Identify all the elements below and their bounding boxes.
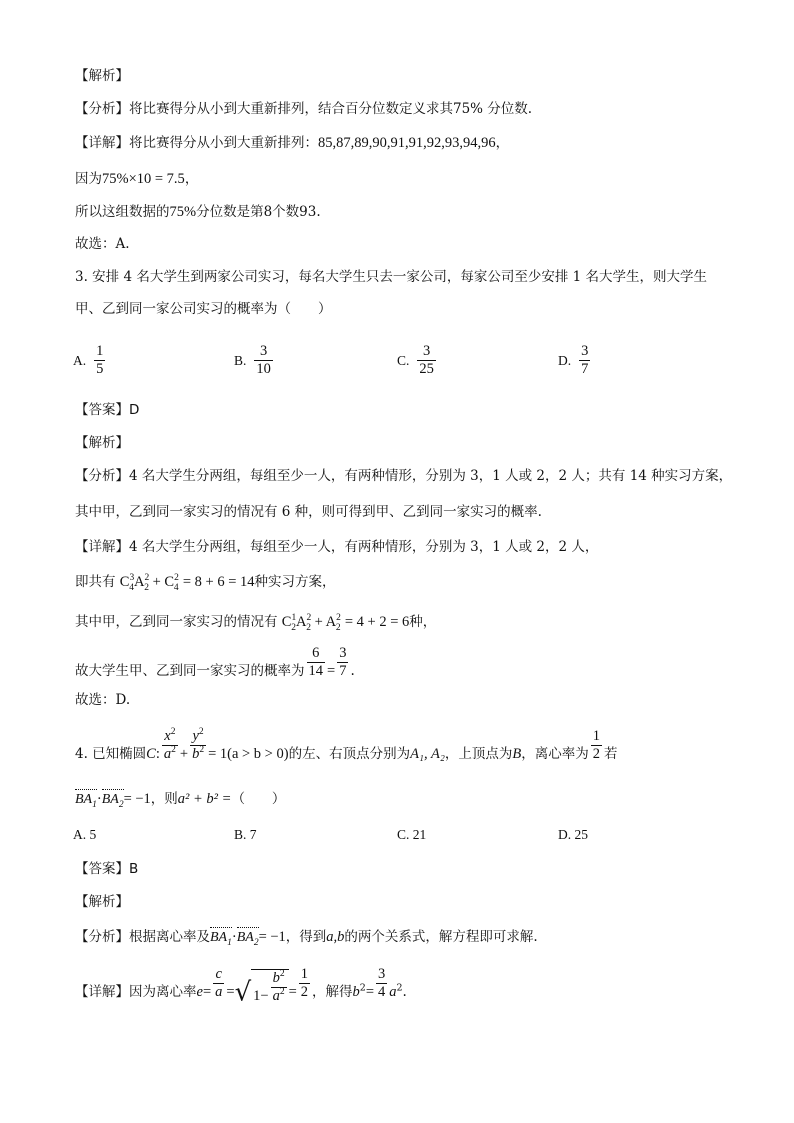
q3-stem-1: 3. 安排 4 名大学生到两家公司实习，每名大学生只去一家公司，每家公司至少安排 1 名大学生，则大学生 <box>75 269 708 285</box>
q3-analysis-1: 【分析】4 名大学生分两组，每组至少一人，有两种情形，分别为 3，1 人或 2，2 人；共有 14 种实习方案， <box>75 468 733 484</box>
q3-detail-2: 即共有 $C^3_4A^2_2 + C^2_4 = 8 + 6 = 14$种实习方案， <box>75 573 336 593</box>
q3-choice: 故选：D. <box>75 692 131 708</box>
q4-jiexi: 【解析】 <box>75 894 129 910</box>
sqrt-expr: √ 1− $\frac{b^2}{a^2}$ <box>235 969 289 1016</box>
q3-option-b: B. $\frac{3}{10}$ <box>234 343 271 377</box>
q3-option-d: D. $\frac{3}{7}$ <box>558 343 589 377</box>
q3-stem-2: 甲、乙到同一家公司实习的概率为（ ） <box>75 301 332 317</box>
q3-answer: 【答案】D <box>75 402 140 418</box>
q3-option-c: C. $\frac{3}{25}$ <box>397 343 434 377</box>
q4-option-c: C. 21 <box>397 827 427 842</box>
q3-detail-4: 故大学生甲、乙到同一家实习的概率为 $\frac{6}{14}$ = $\frac{3}{7}$ . <box>75 645 355 679</box>
q4-option-d: D. 25 <box>558 827 588 842</box>
q4-option-b: B. 7 <box>234 827 257 842</box>
q4-stem-1: 4. 已知椭圆C: $\frac{x^2}{a^2}$ + $\frac{y^2}{b^2}$ = 1(a > b > 0)的左、右顶点分别为A₁, A₂，上顶点为B，离心率为 $\frac{1}{2}$ 若 <box>75 727 618 762</box>
combination-expr: $C^3_4A^2_2 + C^2_4$ <box>119 573 179 593</box>
q4-answer: 【答案】B <box>75 861 139 877</box>
q3-detail-3: 其中甲，乙到同一家实习的情况有 $C^1_2A^2_2 + A^2_2 = 4 + 2 = 6$种， <box>75 613 437 633</box>
analysis-tag: 【分析】 <box>75 101 129 117</box>
q3-jiexi: 【解析】 <box>75 435 129 451</box>
q3-option-a: A. $\frac{1}{5}$ <box>73 343 104 377</box>
q4-stem-2: $BA_1\cdot BA_2= -1$，则a² + b² =（ ） <box>75 791 286 810</box>
analysis-text: 将比赛得分从小到大重新排列，结合百分位数定义求其75% 分位数. <box>129 101 533 117</box>
so-line: 所以这组数据的75%分位数是第8个数93. <box>75 204 321 220</box>
analysis-line <box>75 100 532 118</box>
q4-analysis: 【分析】根据离心率及$BA_1\cdot BA_2= -1$，得到a,b的两个关系式，解方程即可求解. <box>75 929 538 948</box>
q3-analysis-2: 其中甲，乙到同一家实习的情况有 6 种，则可得到甲、乙到同一家实习的概率. <box>75 504 542 520</box>
q4-option-a: A. 5 <box>73 827 97 842</box>
choice-line: 故选：A. <box>75 236 130 252</box>
q3-detail-1: 【详解】4 名大学生分两组，每组至少一人，有两种情形，分别为 3，1 人或 2，2 人， <box>75 539 599 555</box>
sorted-scores: 85,87,89,90,91,91,92,93,94,96 <box>318 135 496 151</box>
detail-line: 【详解】将比赛得分从小到大重新排列：85,87,89,90,91,91,92,93,94,96， <box>75 135 510 151</box>
because-line: 因为75%×10 = 7.5， <box>75 171 199 187</box>
jiexi-heading: 【解析】 <box>75 68 129 84</box>
q4-detail: 【详解】因为离心率e= $\frac{c}{a}$ =√ 1− $\frac{b^2}{a^2}$ = $\frac{1}{2}$ ，解得$b^2=$ $\frac{3}{4}$ $a^2$. <box>75 966 407 1016</box>
arrangement-expr: $C^1_2A^2_2 + A^2_2$ <box>281 613 341 633</box>
detail-tag: 【详解】 <box>75 135 129 151</box>
